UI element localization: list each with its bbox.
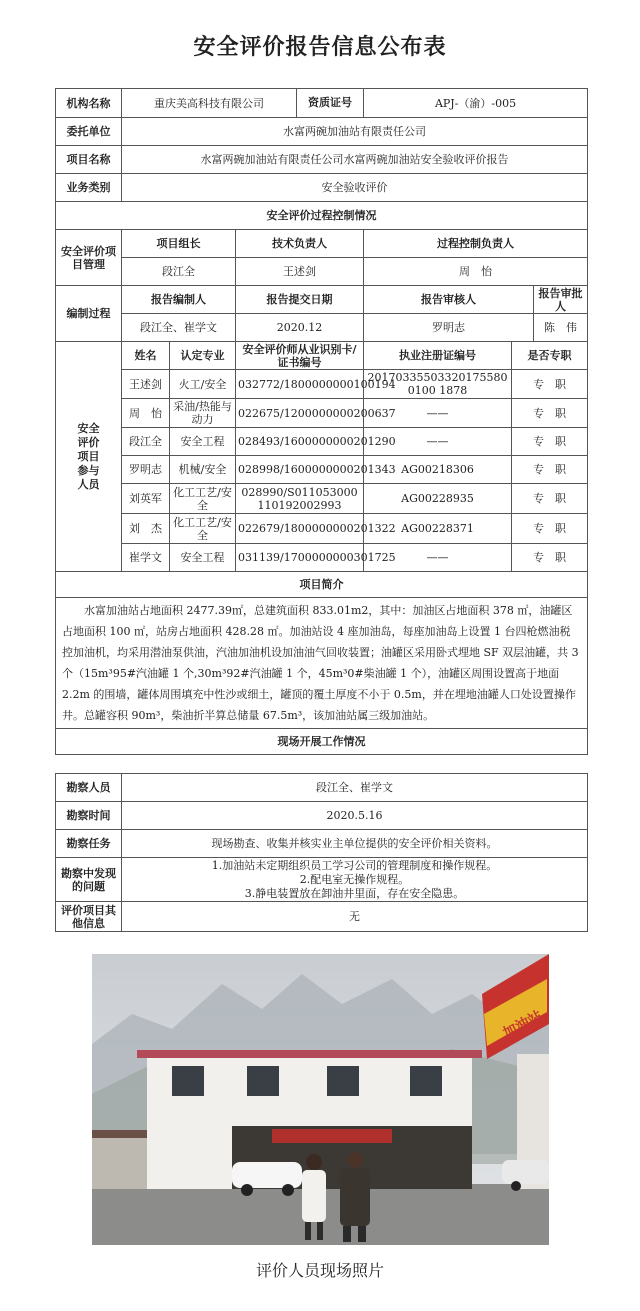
process-section-title: 安全评价过程控制情况 — [56, 202, 588, 230]
person-name: 周 怡 — [122, 399, 170, 428]
person-fulltime: 专 职 — [512, 399, 588, 428]
mgmt-header: 技术负责人 — [236, 230, 364, 258]
mgmt-value: 王述剑 — [236, 258, 364, 286]
person-fulltime: 专 职 — [512, 544, 588, 572]
site-section-title: 现场开展工作情况 — [56, 729, 588, 755]
compile-value: 段江全、崔学文 — [122, 314, 236, 342]
table-row — [56, 370, 588, 399]
compile-header: 报告编制人 — [122, 286, 236, 314]
person-fulltime: 专 职 — [512, 370, 588, 399]
intro-title: 项目简介 — [56, 572, 588, 598]
site-label: 评价项目其他信息 — [56, 902, 122, 932]
compile-value: 2020.12 — [236, 314, 364, 342]
page-title: 安全评价报告信息公布表 — [193, 35, 447, 60]
person-major: 化工工艺/安全 — [170, 514, 236, 544]
mgmt-value: 段江全 — [122, 258, 236, 286]
table-row — [56, 544, 588, 572]
site-photo-illustration — [92, 954, 549, 1245]
person-reg: 201703355033201755800100 1878 — [364, 370, 512, 399]
compile-value: 陈 伟 — [534, 314, 588, 342]
person-reg: AG00228935 — [364, 484, 512, 514]
person-major: 安全工程 — [170, 428, 236, 456]
person-card: 032772/1800000000100194 — [236, 370, 364, 399]
personnel-header: 是否专职 — [512, 342, 588, 370]
table-row — [56, 902, 588, 932]
person-name: 崔学文 — [122, 544, 170, 572]
info-table — [55, 88, 588, 755]
table-row — [56, 774, 588, 802]
site-label: 勘察人员 — [56, 774, 122, 802]
compile-header: 报告提交日期 — [236, 286, 364, 314]
issue-line: 2.配电室无操作规程。 — [299, 872, 410, 886]
mgmt-value: 周 怡 — [364, 258, 588, 286]
table-row — [56, 484, 588, 514]
issue-line: 1.加油站未定期组织员工学习公司的管理制度和操作规程。 — [211, 858, 498, 872]
compile-label: 编制过程 — [56, 286, 122, 342]
org-name: 重庆美高科技有限公司 — [154, 96, 264, 110]
personnel-header: 执业注册证编号 — [364, 342, 512, 370]
personnel-header: 姓名 — [122, 342, 170, 370]
personnel-label — [56, 342, 122, 572]
person-fulltime: 专 职 — [512, 514, 588, 544]
personnel-header: 认定专业 — [170, 342, 236, 370]
person-major: 机械/安全 — [170, 456, 236, 484]
client-value: 水富两碗加油站有限责任公司 — [122, 118, 588, 146]
person-name: 刘英军 — [122, 484, 170, 514]
project-label: 项目名称 — [56, 146, 122, 174]
mgmt-header: 过程控制负责人 — [364, 230, 588, 258]
person-name: 王述剑 — [122, 370, 170, 399]
org-label: 机构名称 — [56, 89, 122, 118]
person-fulltime: 专 职 — [512, 428, 588, 456]
person-card: 028493/1600000000201290 — [236, 428, 364, 456]
person-card: 028990/S011053000110192002993 — [236, 484, 364, 514]
business-value: 安全验收评价 — [122, 174, 588, 202]
cert-label: 资质证号 — [296, 89, 363, 117]
table-row — [56, 456, 588, 484]
person-card: 022679/1800000000201322 — [236, 514, 364, 544]
table-row — [56, 830, 588, 858]
site-value: 2020.5.16 — [122, 802, 588, 830]
mgmt-label: 安全评价项目管理 — [56, 230, 122, 286]
table-row — [56, 514, 588, 544]
person-reg: —— — [364, 544, 512, 572]
personnel-label-text: 安全评价项目参与人员 — [77, 421, 100, 491]
project-value: 水富两碗加油站有限责任公司水富两碗加油站安全验收评价报告 — [122, 146, 588, 174]
table-row — [56, 399, 588, 428]
site-value — [122, 858, 588, 902]
person-fulltime: 专 职 — [512, 484, 588, 514]
person-reg: AG00228371 — [364, 514, 512, 544]
site-table — [55, 773, 588, 932]
station-sign-text: 加油站 — [500, 1008, 546, 1042]
person-name: 罗明志 — [122, 456, 170, 484]
person-major: 火工/安全 — [170, 370, 236, 399]
person-card: 028998/1600000000201343 — [236, 456, 364, 484]
compile-value: 罗明志 — [364, 314, 534, 342]
person-card: 022675/1200000000200637 — [236, 399, 364, 428]
photo-caption: 评价人员现场照片 — [255, 1261, 384, 1280]
site-value: 段江全、崔学文 — [122, 774, 588, 802]
person-fulltime: 专 职 — [512, 456, 588, 484]
person-name: 段江全 — [122, 428, 170, 456]
org-value — [122, 89, 364, 118]
issue-line: 3.静电装置放在卸油井里面，存在安全隐患。 — [244, 886, 465, 900]
site-label: 勘察任务 — [56, 830, 122, 858]
person-card: 031139/1700000000301725 — [236, 544, 364, 572]
person-reg: AG00218306 — [364, 456, 512, 484]
site-label: 勘察中发现的问题 — [56, 858, 122, 902]
person-major: 采油/热能与动力 — [170, 399, 236, 428]
business-label: 业务类别 — [56, 174, 122, 202]
table-row — [56, 428, 588, 456]
compile-header: 报告审核人 — [364, 286, 534, 314]
person-major: 安全工程 — [170, 544, 236, 572]
person-major: 化工工艺/安全 — [170, 484, 236, 514]
personnel-header: 安全评价师从业识别卡/证书编号 — [236, 342, 364, 370]
table-row — [56, 802, 588, 830]
site-value: 无 — [122, 902, 588, 932]
intro-text: 水富加油站占地面积 2477.39㎡，总建筑面积 833.01m2，其中：加油区占地面积 378 ㎡，油罐区占地面积 100 ㎡，站房占地面积 428.28 ㎡。加油站设 4 座加油岛，每座加油岛上设置 1 台四枪燃油税控加油机，均采用潜油泵供油，汽油加油机设加油油气回收装置；油罐区采用卧式埋地 SF 双层油罐，共 3 个（15m³95#汽油罐 1 个,30m³92#汽油罐 1 个，45m³0#柴油罐 1 个），油罐区周围设置高于地面 2.2m 的围墙，罐体周围填充中性沙或细土，罐顶的覆土厚度不小于 0.5m，并在埋地油罐人口处设置操作井。总罐容积 90m³，柴油折半算总储量 67.5m³，该加油站属三级加油站。 — [56, 598, 588, 729]
site-label: 勘察时间 — [56, 802, 122, 830]
client-label: 委托单位 — [56, 118, 122, 146]
site-value: 现场勘查、收集并核实业主单位提供的安全评价相关资料。 — [122, 830, 588, 858]
compile-header: 报告审批人 — [534, 286, 588, 314]
mgmt-header: 项目组长 — [122, 230, 236, 258]
person-name: 刘 杰 — [122, 514, 170, 544]
cert-value: APJ-（渝）-005 — [364, 89, 588, 118]
table-row — [56, 858, 588, 902]
person-reg: —— — [364, 428, 512, 456]
person-reg: —— — [364, 399, 512, 428]
site-photo — [92, 954, 549, 1245]
